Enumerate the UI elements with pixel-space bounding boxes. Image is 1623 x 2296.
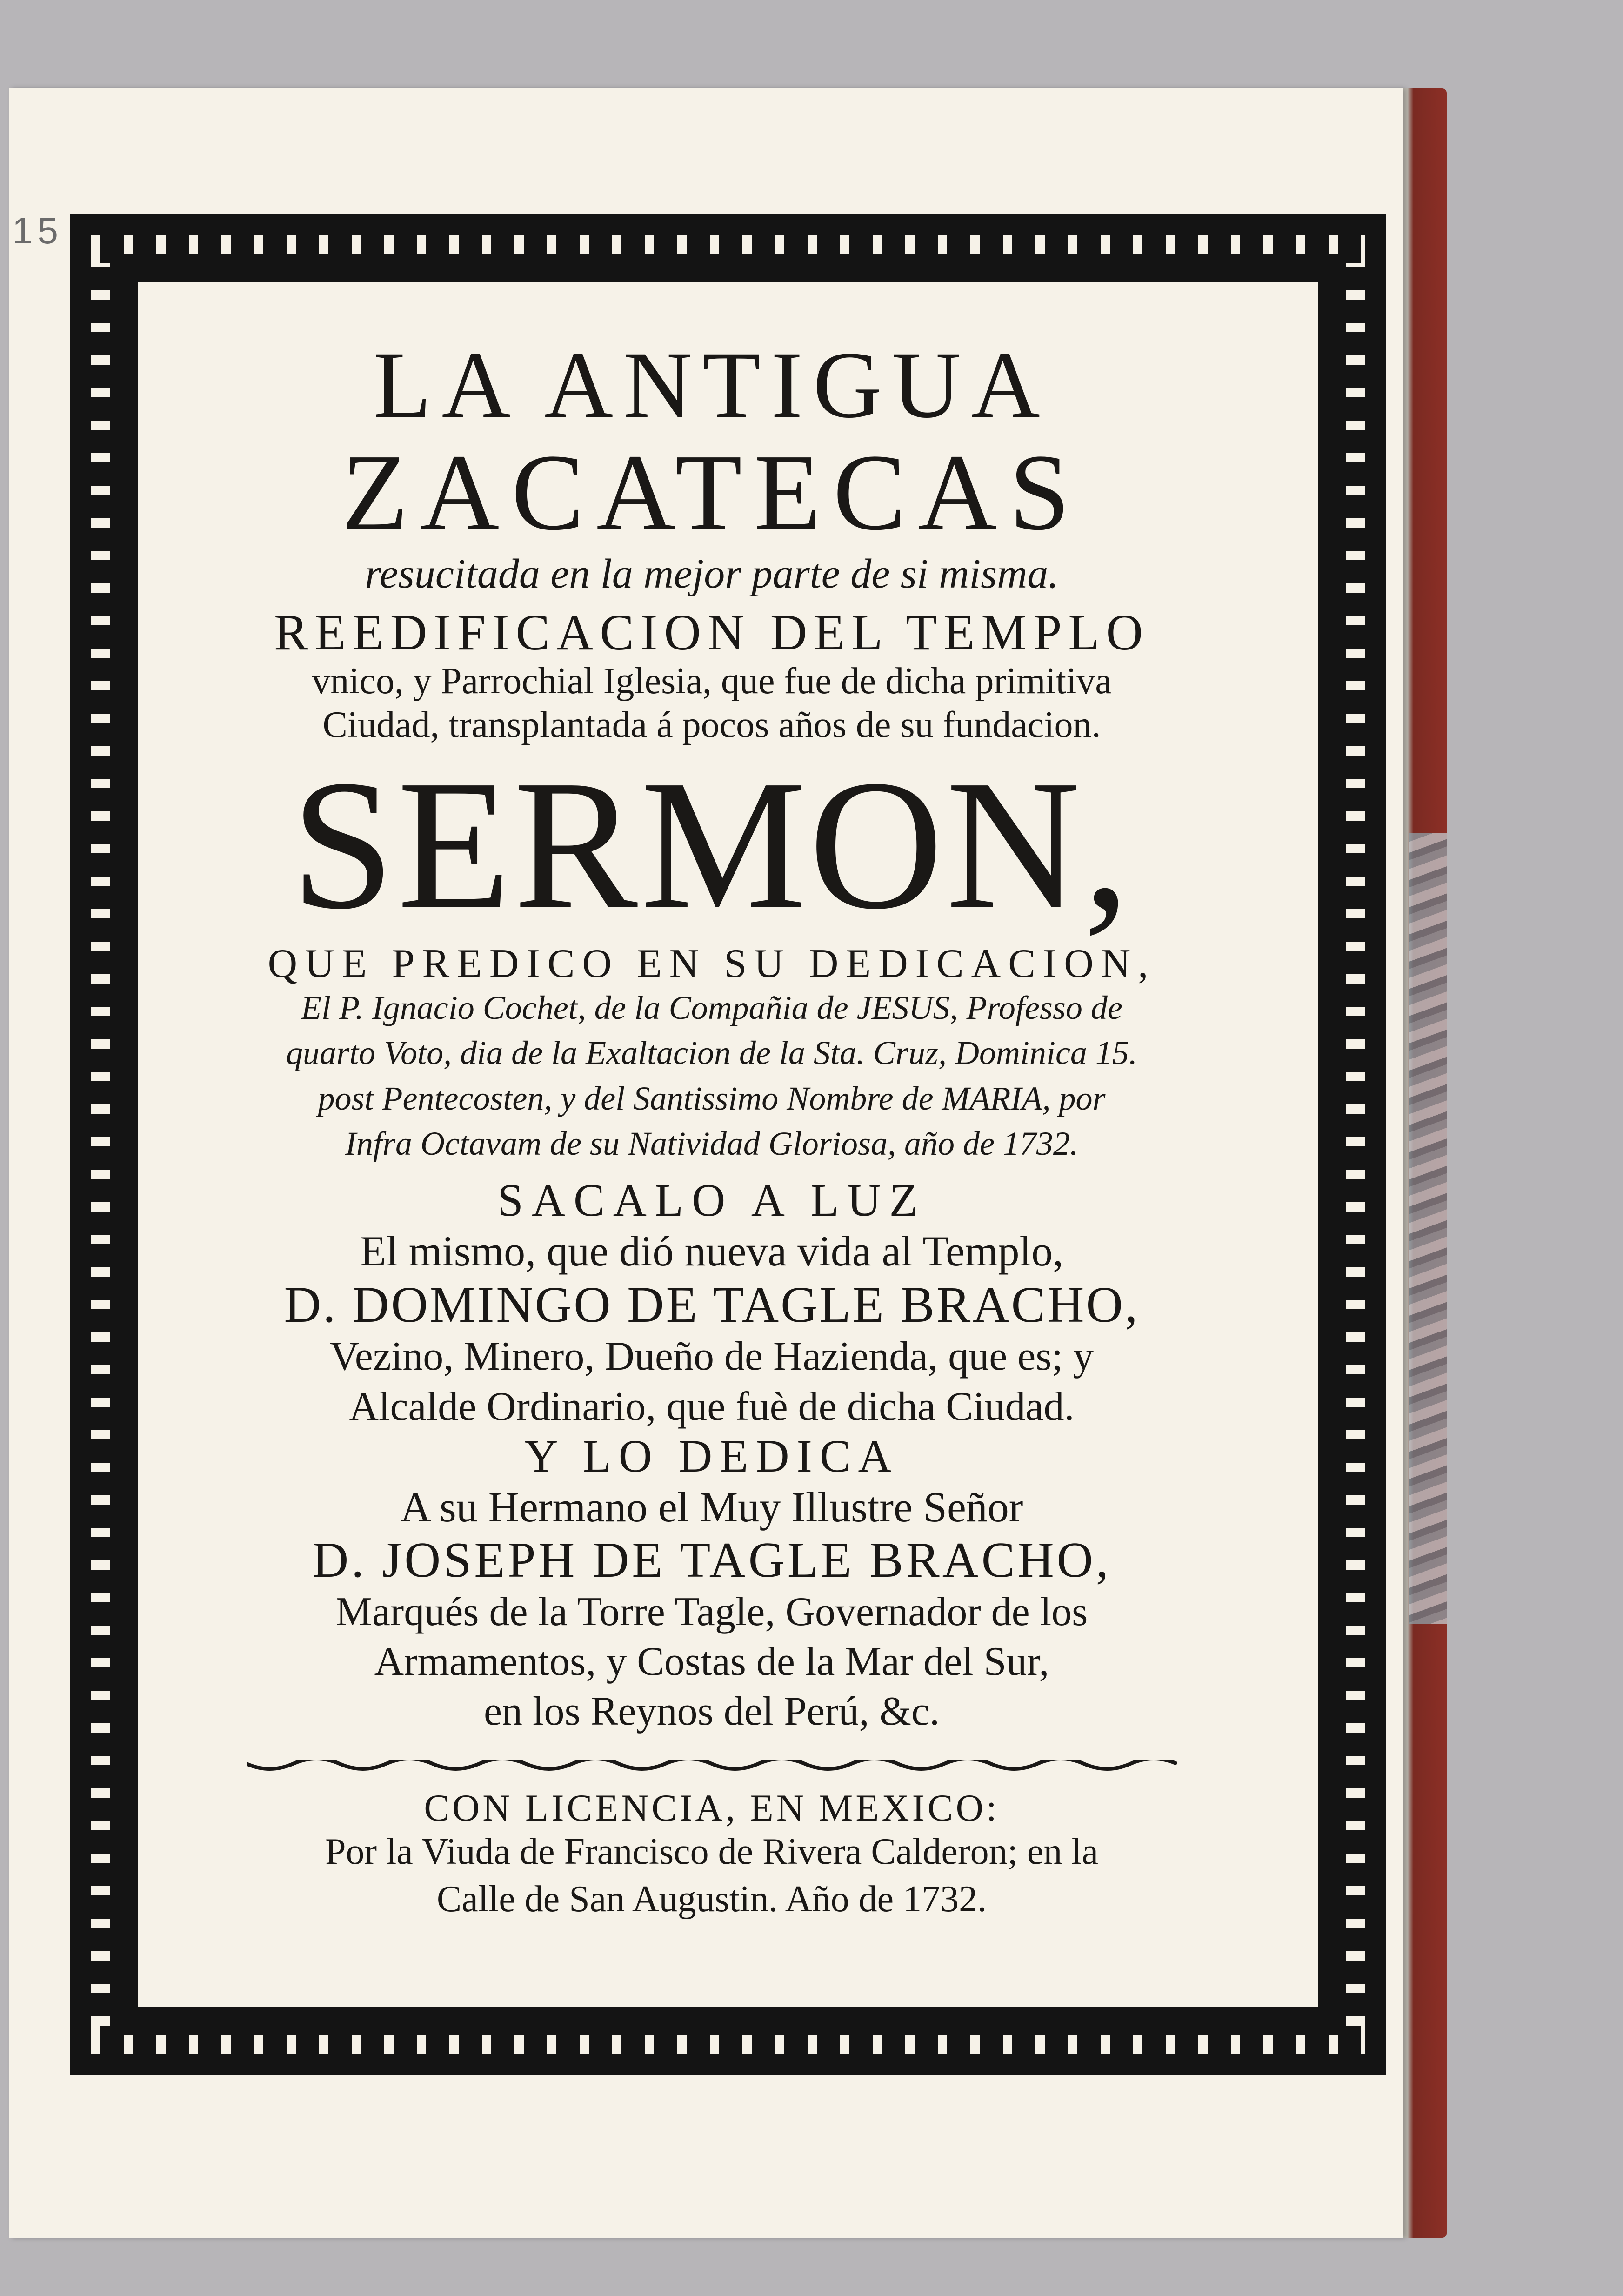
imprint-line: Calle de San Augustin. Año de 1732. — [436, 1879, 987, 1920]
title-text — [181, 321, 1242, 1977]
hermano-line: A su Hermano el Muy Illustre Señor — [400, 1483, 1023, 1531]
predico-line: QUE PREDICO EN SU DEDICACION, — [267, 941, 1156, 986]
title-line-2: ZACATECAS — [341, 432, 1082, 553]
dedica-heading: Y LO DEDICA — [524, 1430, 899, 1482]
licencia-line: CON LICENCIA, EN MEXICO: — [424, 1786, 1000, 1829]
sermon-heading: SERMON, — [291, 741, 1133, 948]
dedicatee-description: en los Reynos del Perú, &c. — [483, 1689, 940, 1734]
imprint-line: Por la Viuda de Francisco de Rivera Calderon; en la — [325, 1831, 1099, 1872]
description-line: vnico, y Parrochial Iglesia, que fue de dicha primitiva — [312, 661, 1112, 702]
dedicatee-description: Marqués de la Torre Tagle, Governador de los — [335, 1589, 1088, 1634]
patron-description: Alcalde Ordinario, que fuè de dicha Ciudad. — [349, 1384, 1075, 1429]
author-line: post Pentecosten, y del Santissimo Nombre de MARIA, por — [318, 1079, 1106, 1117]
wavy-rule — [247, 1760, 1177, 1774]
marbled-endpaper — [1409, 833, 1447, 1624]
page-number: 15 — [12, 210, 63, 251]
author-line: El P. Ignacio Cochet, de la Compañia de JESUS, Professo de — [301, 989, 1122, 1027]
sacalo-heading: SACALO A LUZ — [497, 1174, 926, 1226]
mismo-line: El mismo, que dió nueva vida al Templo, — [360, 1227, 1064, 1275]
patron-description: Vezino, Minero, Dueño de Hazienda, que es; y — [329, 1334, 1094, 1379]
description-line: Ciudad, transplantada á pocos años de su fundacion. — [322, 704, 1101, 746]
title-line-1: LA ANTIGUA — [373, 332, 1050, 438]
author-line: Infra Octavam de su Natividad Gloriosa, año de 1732. — [345, 1125, 1078, 1162]
author-line: quarto Voto, dia de la Exaltacion de la Sta. Cruz, Dominica 15. — [286, 1034, 1137, 1072]
patron-name: D. DOMINGO DE TAGLE BRACHO, — [284, 1276, 1140, 1333]
heading-reedificacion: REEDIFICACION DEL TEMPLO — [274, 603, 1150, 661]
title-page — [9, 88, 1403, 2238]
subtitle: resucitada en la mejor parte de si misma. — [365, 551, 1059, 597]
dedicatee-name: D. JOSEPH DE TAGLE BRACHO, — [312, 1533, 1111, 1588]
dedicatee-description: Armamentos, y Costas de la Mar del Sur, — [374, 1639, 1049, 1684]
